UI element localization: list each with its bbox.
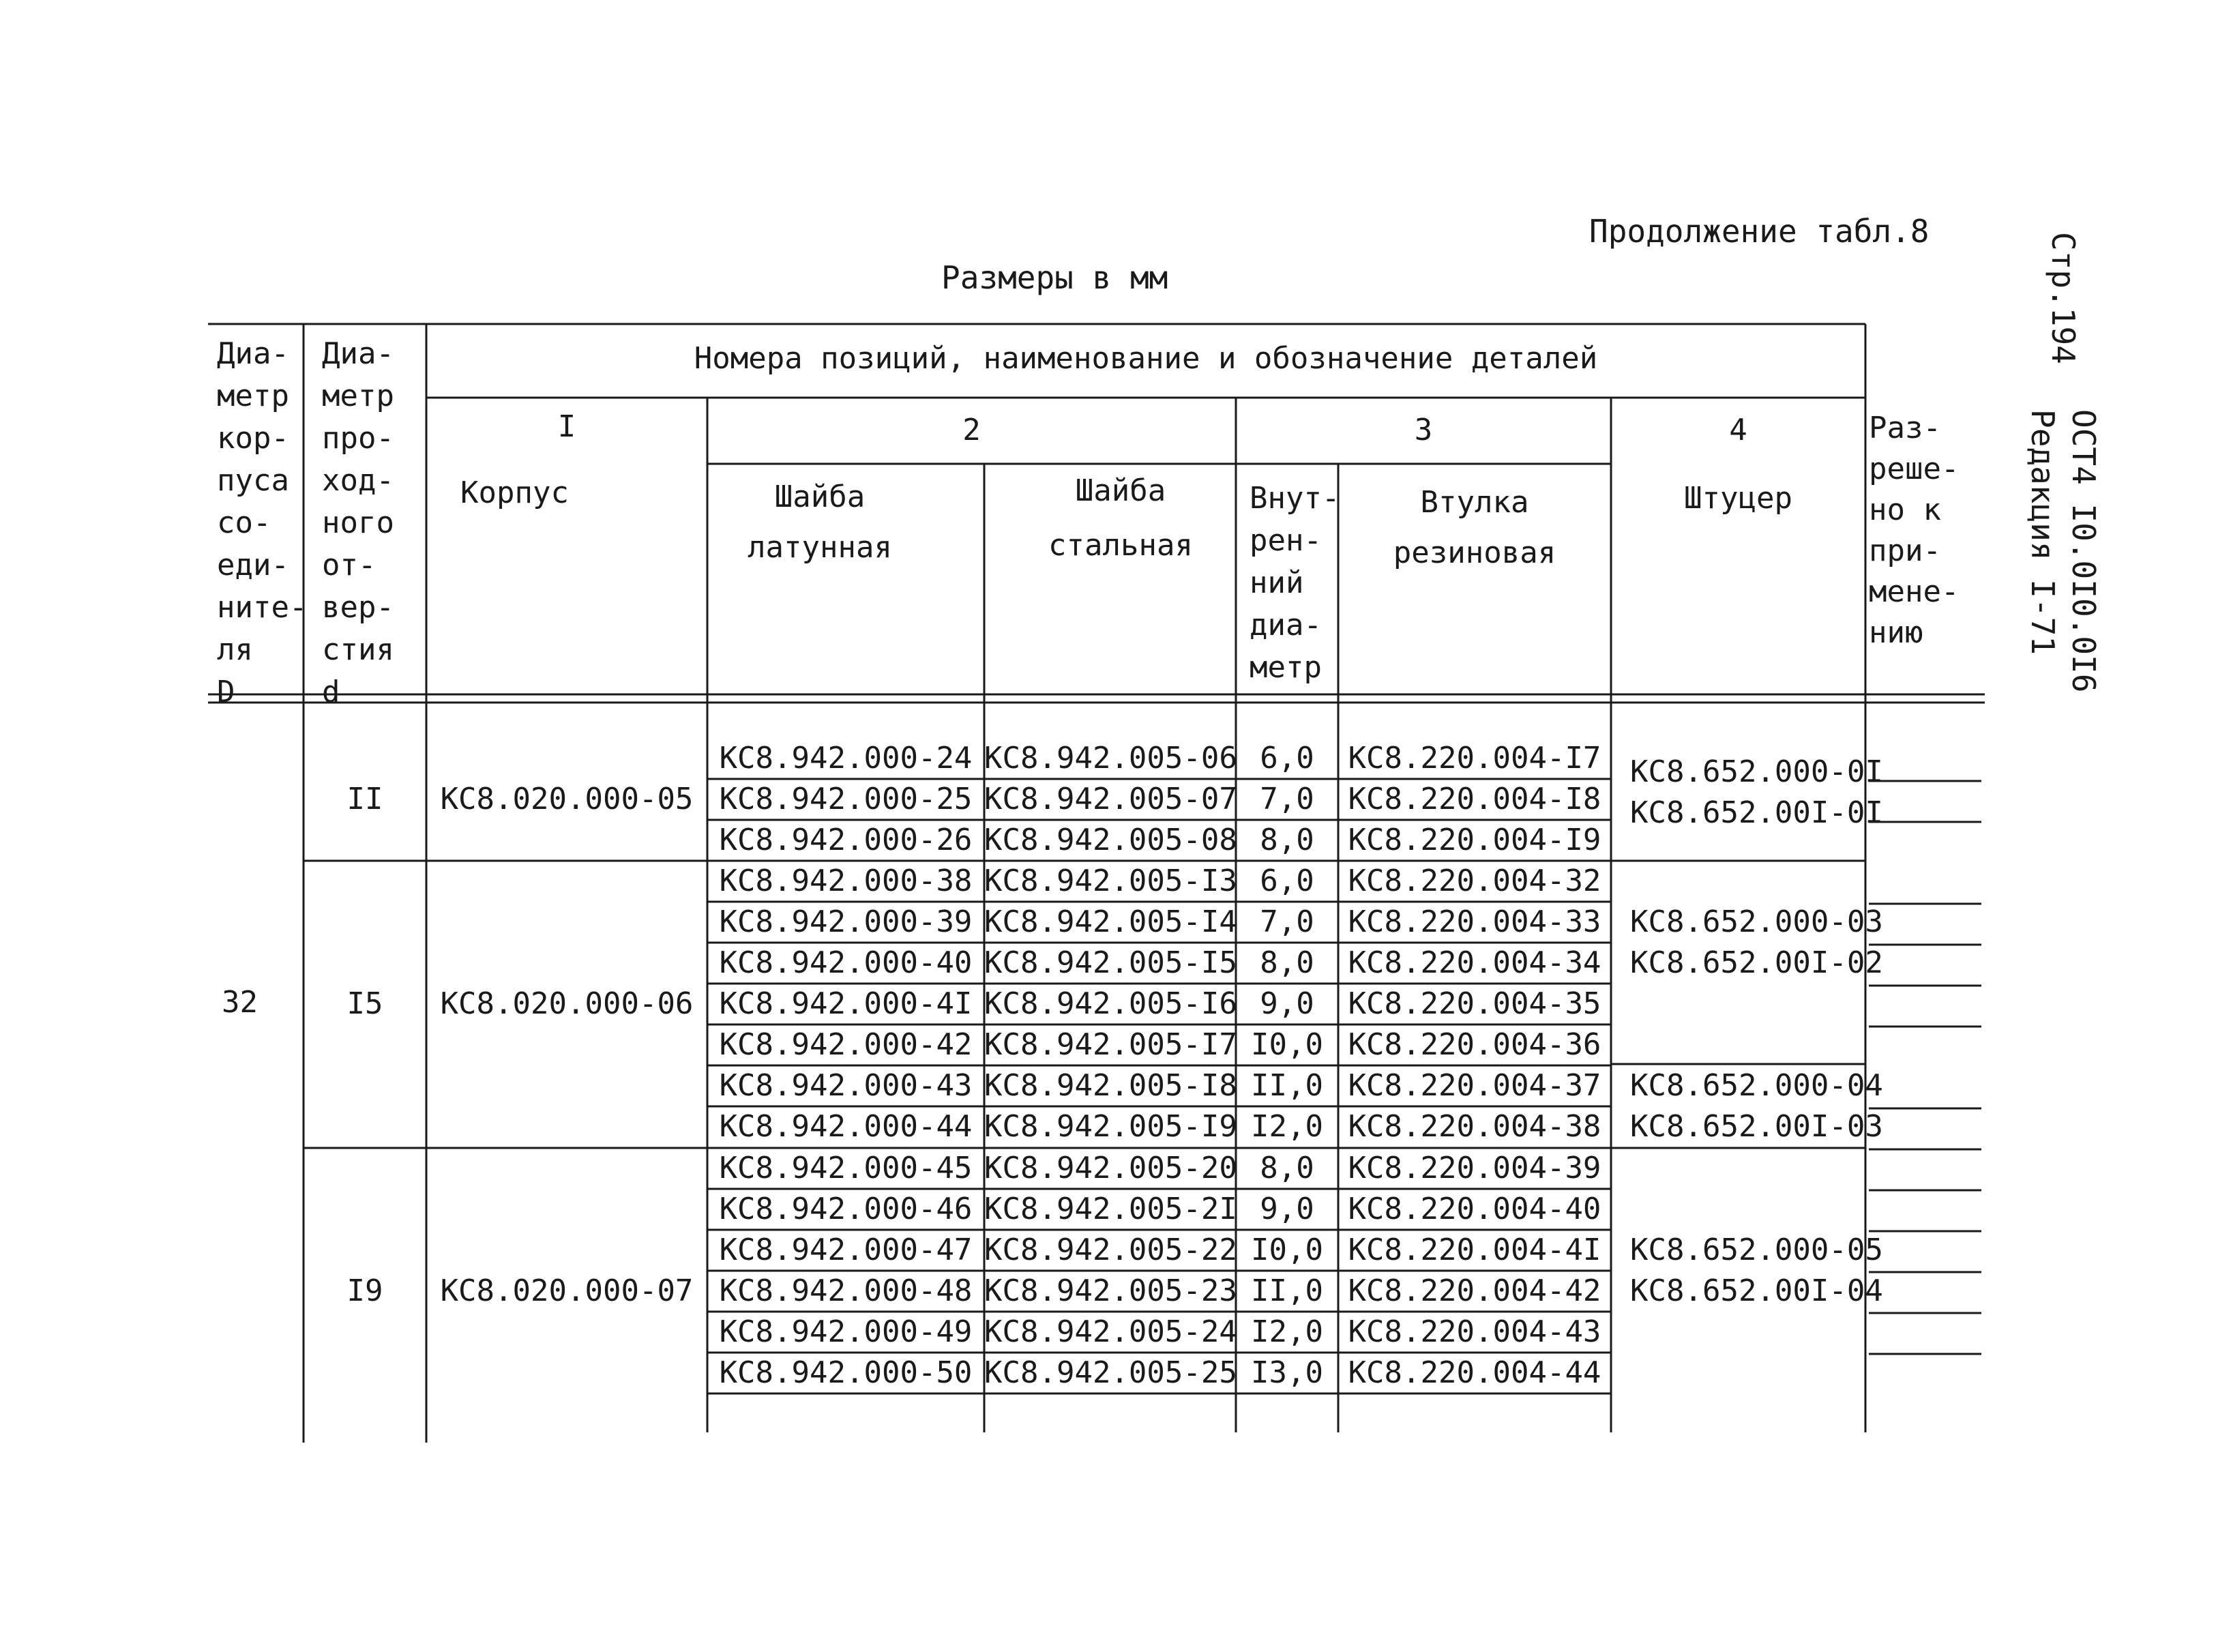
header-group-title: Номера позиций, наименование и обозначение деталей bbox=[694, 341, 1598, 376]
cell-vtulka: КС8.220.004-32 bbox=[1348, 864, 1601, 898]
cell-vtulka: КС8.220.004-44 bbox=[1348, 1355, 1601, 1390]
cell-vnutr-diametr: 8,0 bbox=[1260, 823, 1314, 857]
cell-korpus-group-2: КС8.020.000-06 bbox=[440, 986, 694, 1021]
header-vtulka: Втулка резиновая bbox=[1393, 485, 1556, 570]
cell-vnutr-diametr: 6,0 bbox=[1260, 741, 1314, 776]
cell-shaiba-latunnaya: КС8.942.000-46 bbox=[719, 1192, 973, 1226]
cell-D-value: 32 bbox=[222, 985, 258, 1020]
cell-vnutr-diametr: 9,0 bbox=[1260, 986, 1314, 1021]
header-diameter-d: Диа- метр про- ход- ного от- вер- стия d bbox=[322, 336, 394, 709]
cell-shtucer-2b: КС8.652.00I-02 bbox=[1630, 945, 1883, 980]
cell-shaiba-latunnaya: КС8.942.000-45 bbox=[719, 1151, 973, 1185]
cell-shaiba-stalnaya: КС8.942.005-I6 bbox=[984, 986, 1237, 1021]
cell-shaiba-latunnaya: КС8.942.000-48 bbox=[719, 1273, 973, 1308]
header-razresheno: Раз- реше- но к при- мене- нию bbox=[1869, 411, 1960, 650]
cell-shaiba-stalnaya: КС8.942.005-06 bbox=[984, 741, 1237, 776]
header-shaiba-stalnaya: Шайба стальная bbox=[1048, 473, 1193, 563]
cell-vnutr-diametr: I2,0 bbox=[1251, 1109, 1323, 1144]
cell-vnutr-diametr: II,0 bbox=[1251, 1273, 1323, 1308]
cell-shaiba-stalnaya: КС8.942.005-08 bbox=[984, 823, 1237, 857]
cell-vtulka: КС8.220.004-I8 bbox=[1348, 782, 1601, 816]
cell-shtucer-1b: КС8.652.00I-0I bbox=[1630, 795, 1883, 830]
cell-shaiba-stalnaya: КС8.942.005-07 bbox=[984, 782, 1237, 816]
units-label: Размеры в мм bbox=[941, 259, 1168, 296]
edition-label: Редакция I-71 bbox=[2024, 409, 2061, 655]
cell-d-group-2: I5 bbox=[346, 986, 383, 1021]
cell-vtulka: КС8.220.004-I9 bbox=[1348, 823, 1601, 857]
cell-vnutr-diametr: I0,0 bbox=[1251, 1233, 1323, 1267]
cell-shaiba-latunnaya: КС8.942.000-24 bbox=[719, 741, 973, 776]
cell-shtucer-2d: КС8.652.00I-03 bbox=[1630, 1109, 1883, 1144]
cell-shtucer-3b: КС8.652.00I-04 bbox=[1630, 1273, 1883, 1308]
cell-vnutr-diametr: II,0 bbox=[1251, 1068, 1323, 1103]
cell-shaiba-stalnaya: КС8.942.005-I5 bbox=[984, 945, 1237, 980]
cell-shaiba-latunnaya: КС8.942.000-47 bbox=[719, 1233, 973, 1267]
cell-shaiba-latunnaya: КС8.942.000-25 bbox=[719, 782, 973, 816]
cell-shaiba-latunnaya: КС8.942.000-42 bbox=[719, 1027, 973, 1062]
cell-vnutr-diametr: I2,0 bbox=[1251, 1314, 1323, 1349]
cell-shtucer-2c: КС8.652.000-04 bbox=[1630, 1068, 1883, 1103]
cell-korpus-group-3: КС8.020.000-07 bbox=[440, 1273, 694, 1308]
cell-vnutr-diametr: 7,0 bbox=[1260, 904, 1314, 939]
standard-number: ОСТ4 I0.0I0.0I6 bbox=[2065, 409, 2102, 693]
cell-shaiba-stalnaya: КС8.942.005-25 bbox=[984, 1355, 1237, 1390]
cell-shaiba-latunnaya: КС8.942.000-49 bbox=[719, 1314, 973, 1349]
cell-d-group-1: II bbox=[346, 782, 383, 816]
cell-vnutr-diametr: 6,0 bbox=[1260, 864, 1314, 898]
header-shtucer: Штуцер bbox=[1684, 481, 1792, 516]
cell-shaiba-stalnaya: КС8.942.005-I4 bbox=[984, 904, 1237, 939]
header-pos-3: 3 bbox=[1414, 413, 1433, 447]
cell-shaiba-stalnaya: КС8.942.005-20 bbox=[984, 1151, 1237, 1185]
header-pos-2: 2 bbox=[962, 413, 981, 447]
cell-shaiba-stalnaya: КС8.942.005-23 bbox=[984, 1273, 1237, 1308]
cell-shtucer-1a: КС8.652.000-0I bbox=[1630, 754, 1883, 789]
cell-shaiba-stalnaya: КС8.942.005-I3 bbox=[984, 864, 1237, 898]
cell-vnutr-diametr: 8,0 bbox=[1260, 945, 1314, 980]
cell-shaiba-stalnaya: КС8.942.005-2I bbox=[984, 1192, 1237, 1226]
cell-shaiba-latunnaya: КС8.942.000-26 bbox=[719, 823, 973, 857]
cell-shaiba-latunnaya: КС8.942.000-44 bbox=[719, 1109, 973, 1144]
cell-vtulka: КС8.220.004-I7 bbox=[1348, 741, 1601, 776]
cell-vtulka: КС8.220.004-36 bbox=[1348, 1027, 1601, 1062]
cell-shaiba-latunnaya: КС8.942.000-38 bbox=[719, 864, 973, 898]
cell-vnutr-diametr: 7,0 bbox=[1260, 782, 1314, 816]
cell-shtucer-2a: КС8.652.000-03 bbox=[1630, 904, 1883, 939]
cell-shaiba-latunnaya: КС8.942.000-43 bbox=[719, 1068, 973, 1103]
cell-shaiba-stalnaya: КС8.942.005-I8 bbox=[984, 1068, 1237, 1103]
header-vnutr-diametr: Внут- рен- ний диа- метр bbox=[1250, 481, 1340, 685]
header-pos-4: 4 bbox=[1729, 413, 1747, 447]
cell-vnutr-diametr: 9,0 bbox=[1260, 1192, 1314, 1226]
header-korpus: Корпус bbox=[460, 475, 569, 510]
cell-d-group-3: I9 bbox=[346, 1273, 383, 1308]
cell-vtulka: КС8.220.004-37 bbox=[1348, 1068, 1601, 1103]
cell-shtucer-3a: КС8.652.000-05 bbox=[1630, 1233, 1883, 1267]
header-pos-1: I bbox=[557, 409, 576, 444]
cell-shaiba-stalnaya: КС8.942.005-I7 bbox=[984, 1027, 1237, 1062]
page-number: Стр.194 bbox=[2045, 232, 2082, 364]
cell-shaiba-stalnaya: КС8.942.005-22 bbox=[984, 1233, 1237, 1267]
continuation-label: Продолжение табл.8 bbox=[1589, 213, 1930, 250]
cell-vtulka: КС8.220.004-42 bbox=[1348, 1273, 1601, 1308]
cell-vtulka: КС8.220.004-39 bbox=[1348, 1151, 1601, 1185]
cell-vtulka: КС8.220.004-40 bbox=[1348, 1192, 1601, 1226]
cell-vnutr-diametr: I3,0 bbox=[1251, 1355, 1323, 1390]
cell-shaiba-latunnaya: КС8.942.000-4I bbox=[719, 986, 973, 1021]
cell-vnutr-diametr: I0,0 bbox=[1251, 1027, 1323, 1062]
cell-vtulka: КС8.220.004-33 bbox=[1348, 904, 1601, 939]
cell-vtulka: КС8.220.004-34 bbox=[1348, 945, 1601, 980]
cell-shaiba-latunnaya: КС8.942.000-50 bbox=[719, 1355, 973, 1390]
cell-korpus-group-1: КС8.020.000-05 bbox=[440, 782, 694, 816]
header-shaiba-latunnaya: Шайба латунная bbox=[748, 480, 892, 565]
header-diameter-D: Диа- метр кор- пуса со- еди- ните- ля D bbox=[217, 336, 308, 709]
cell-shaiba-stalnaya: КС8.942.005-I9 bbox=[984, 1109, 1237, 1144]
cell-shaiba-latunnaya: КС8.942.000-39 bbox=[719, 904, 973, 939]
cell-vtulka: КС8.220.004-38 bbox=[1348, 1109, 1601, 1144]
cell-shaiba-stalnaya: КС8.942.005-24 bbox=[984, 1314, 1237, 1349]
cell-vtulka: КС8.220.004-35 bbox=[1348, 986, 1601, 1021]
cell-vtulka: КС8.220.004-43 bbox=[1348, 1314, 1601, 1349]
cell-vtulka: КС8.220.004-4I bbox=[1348, 1233, 1601, 1267]
cell-vnutr-diametr: 8,0 bbox=[1260, 1151, 1314, 1185]
cell-shaiba-latunnaya: КС8.942.000-40 bbox=[719, 945, 973, 980]
